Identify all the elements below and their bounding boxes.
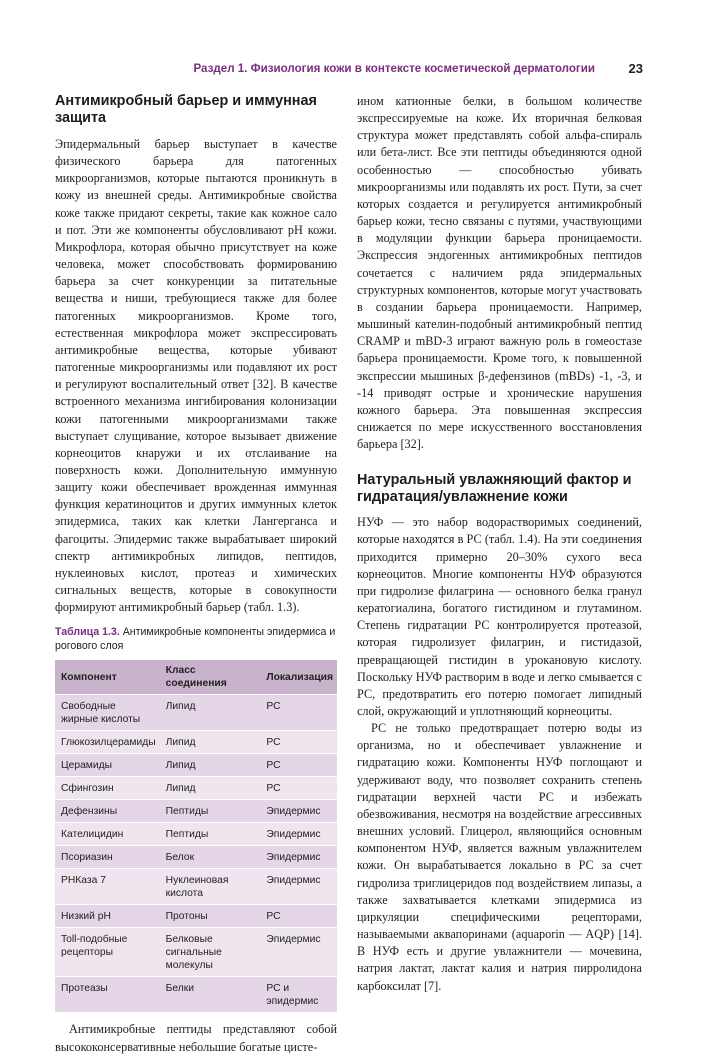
cell-class: Протоны (160, 905, 261, 928)
col-header-class: Класс соединения (160, 660, 261, 695)
page-number: 23 (628, 61, 643, 76)
nmf-paragraph: НУФ — это набор водорастворимых соединений, которые находятся в РС (табл. 1.4). На эти соединения приходится примерно 20–30% сухого веса корнеоцитов. Многие компоненты НУФ образуются при гидролизе филагрина — основного белка гранул кератогиалина, богатого гистидином и глутамином. Степень гидратации РС контролируется протеазой, которая гидролизует филагрин, и гистидазой, превращающей гистидин в урокановую кислоту. Поскольку НУФ растворим в воде и легко смывается с РС, предотвратить его потерю помогает липидный слой, окружающий и уплотняющий корнеоциты. (357, 515, 642, 718)
cell-class: Липид (160, 777, 261, 800)
cell-component: Свободные жирные кислоты (55, 695, 160, 731)
hydration-paragraph: РС не только предотвращает потерю воды из организма, но и обеспечивает увлажнение и гидратацию кожи. Компоненты НУФ поглощают и удерживают воду, что позволяет сохранить степень гидратации верхней части РС и избежать обезвоживания, несмотря на воздействие агрессивных внешних условий. Глицерол, являющийся основным компонентом НУФ, является важным увлажнителем кожи. Он вырабатывается локально в РС за счет гидролиза триглицеридов под воздействием липазы, а также захватывается клетками эпидермиса из циркуляции специфическими рецепторами, называемыми аквапоринами (aquaporin — AQP) [14]. В НУФ есть и другие увлажнители — мочевина, натрия лактат, лактат калия и натрия пирролидона карбоксилат [7]. (357, 721, 642, 993)
table-row (55, 977, 337, 1013)
table-row (55, 777, 337, 800)
table-row (55, 928, 337, 977)
col-header-location: Локализация (260, 660, 337, 695)
cell-location: Эпидермис (260, 800, 337, 823)
cell-class: Липид (160, 695, 261, 731)
peptides-paragraph-continued: ином катионные белки, в большом количестве экспрессируемые на коже. Их вторичная белковая структура может представлять собой альфа-спираль или бета-лист. Все эти пептиды объединяются одной особенностью — способностью убивать микроорганизмы или подавлять их рост. Пути, за счет которых создается и регулируется антимикробный барьер кожи, тесно связаны с путями, участвующими в модуляции функции барьера проницаемости. Экспрессия эндогенных антимикробных пептидов сочетается с наличием ряда эпидермальных структурных компонентов, которые могут участвовать в создании барьера проницаемости. Например, мышиный кателин-подобный антимикробный пептид CRAMP и mBD-3 играют важную роль в гомеостазе барьера проницаемости. Кроме того, к повышенной экспрессии мышиных β-дефензинов (mBDs) -1, -3, и -14 приводят острые и хронические нарушения кожного барьера. Эта повышенная экспрессия снижается по мере искусственного восстановления барьера [32]. (357, 94, 642, 452)
antimicrobial-paragraph: Эпидермальный барьер выступает в качестве физического барьера для патогенных микроорганизмов, которые пытаются проникнуть в кожу из внешней среды. Антимикробные свойства коже также придают секреты, такие как кожное сало и пот. Эти же компоненты обусловливают pH кожи. Микрофлора, которая обычно присутствует на коже человека, может способствовать формированию барьера за счет конкуренции за питательные вещества и ниши, требующиеся также для более патогенных микроорганизмов. Кроме того, естественная микрофлора может экспрессировать антимикробные вещества, которые убивают патогенные микроорганизмы или подавляют их рост и регулируют воспалительный ответ [32]. В качестве встроенного механизма ингибирования колонизации кожи патогенными микроорганизмами также выступает слущивание, которое вызывает движение корнеоцитов кнаружи и их отслаивание на поверхность кожи. Дополнительную иммунную защиту кожи обеспечивает врожденная иммунная функция кератиноцитов и других иммунных клеток эпидермиса, таких как клетки Лангерганса и фагоциты. Эпидермис также вырабатывает широкий спектр антимикробных липидов, пептидов, нуклеиновых кислот, протеаз и химических сигнальных веществ, которые в совокупности формируют антимикробный барьер (табл. 1.3). (55, 137, 337, 615)
cell-class: Пептиды (160, 800, 261, 823)
section-title: Раздел 1. Физиология кожи в контексте косметической дерматологии (193, 62, 595, 75)
cell-class: Липид (160, 754, 261, 777)
table-row (55, 869, 337, 905)
cell-location: РС (260, 905, 337, 928)
table-row (55, 800, 337, 823)
cell-component: Низкий pH (55, 905, 160, 928)
cell-location: Эпидермис (260, 928, 337, 977)
cell-class: Белки (160, 977, 261, 1013)
cell-component: Глюкозилцерамиды (55, 731, 160, 754)
cell-class: Белковые сигнальные молекулы (160, 928, 261, 977)
cell-component: Кателицидин (55, 823, 160, 846)
cell-location: Эпидермис (260, 846, 337, 869)
cell-component: Toll-подобные рецепторы (55, 928, 160, 977)
cell-component: Протеазы (55, 977, 160, 1013)
right-column (357, 93, 642, 995)
cell-class: Белок (160, 846, 261, 869)
table-row (55, 823, 337, 846)
table-row (55, 905, 337, 928)
cell-location: РС (260, 754, 337, 777)
table-header-row (55, 660, 337, 695)
cell-class: Нуклеиновая кислота (160, 869, 261, 905)
left-column (55, 93, 337, 1056)
cell-location: РС (260, 695, 337, 731)
col-header-component: Компонент (55, 660, 160, 695)
cell-location: Эпидермис (260, 869, 337, 905)
cell-component: Псориазин (55, 846, 160, 869)
nmf-heading: Натуральный увлажняющий фактор и гидратация/увлажнение кожи (357, 472, 632, 506)
cell-component: Сфингозин (55, 777, 160, 800)
cell-location: РС и эпидермис (260, 977, 337, 1013)
cell-location: РС (260, 731, 337, 754)
cell-component: Церамиды (55, 754, 160, 777)
table-row (55, 846, 337, 869)
table-row (55, 754, 337, 777)
cell-class: Пептиды (160, 823, 261, 846)
table-caption (55, 625, 337, 653)
table-caption-label: Таблица 1.3. (55, 626, 120, 639)
cell-component: Дефензины (55, 800, 160, 823)
cell-class: Липид (160, 731, 261, 754)
table-caption-text: Антимикробные компоненты эпидермиса и рогового слоя (55, 626, 336, 653)
cell-component: РНКаза 7 (55, 869, 160, 905)
peptides-paragraph-start: Антимикробные пептиды представляют собой высококонсервативные небольшие богатые цисте- (55, 1022, 337, 1054)
table-row (55, 695, 337, 731)
antimicrobial-heading: Антимикробный барьер и иммунная защита (55, 93, 317, 126)
cell-location: Эпидермис (260, 823, 337, 846)
antimicrobial-table (55, 660, 337, 1012)
cell-location: РС (260, 777, 337, 800)
table-row (55, 731, 337, 754)
running-header (0, 62, 707, 78)
